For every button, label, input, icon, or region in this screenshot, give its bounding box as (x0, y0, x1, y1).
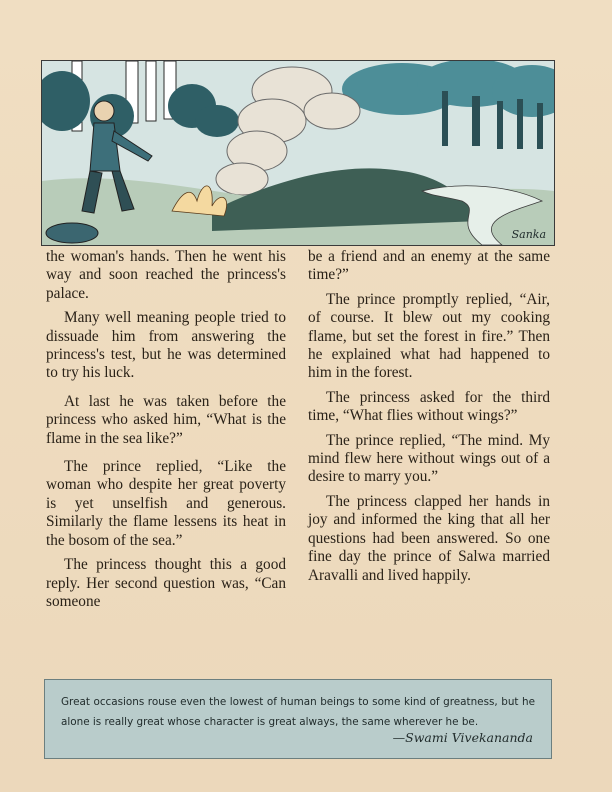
paragraph: The prince replied, “The mind. My mind flew here without wings out of a desire to marry you.” (308, 431, 550, 486)
left-text-column (46, 248, 286, 617)
paragraph: The prince promptly replied, “Air, of course. It blew out my cooking flame, but set the forest in fire.” Then he explained what had happened to him in the forest. (308, 290, 550, 382)
paragraph: The princess clapped her hands in joy and informed the king that all her questions had been answered. So one fine day the prince of Salwa married Aravalli and lived happily. (308, 492, 550, 584)
paragraph: Many well meaning people tried to dissuade him from answering the princess's test, but he was determined to try his luck. (46, 309, 286, 382)
paragraph: At last he was taken before the princess who asked him, “What is the flame in the sea like?” (46, 392, 286, 447)
quote-box (44, 679, 552, 759)
quote-author: —Swami Vivekananda (392, 730, 533, 745)
story-illustration (41, 60, 555, 246)
quote-text: Great occasions rouse even the lowest of human beings to some kind of greatness, but he alone is really great whose character is great always, the same wherever he be. (61, 696, 535, 728)
paragraph: The prince replied, “Like the woman who despite her great poverty is yet unselfish and generous. Similarly the flame lessens its heat in the bosom of the sea.” (46, 458, 286, 549)
paragraph: be a friend and an enemy at the same time?” (308, 248, 550, 284)
right-text-column (308, 248, 550, 591)
forest-fire-scene (42, 61, 554, 245)
paragraph: The princess asked for the third time, “What flies without wings?” (308, 388, 550, 425)
paragraph: the woman's hands. Then he went his way and soon reached the princess's palace. (46, 248, 286, 302)
illustrator-signature: Sanka (511, 228, 546, 241)
paragraph: The princess thought this a good reply. Her second question was, “Can someone (46, 556, 286, 610)
